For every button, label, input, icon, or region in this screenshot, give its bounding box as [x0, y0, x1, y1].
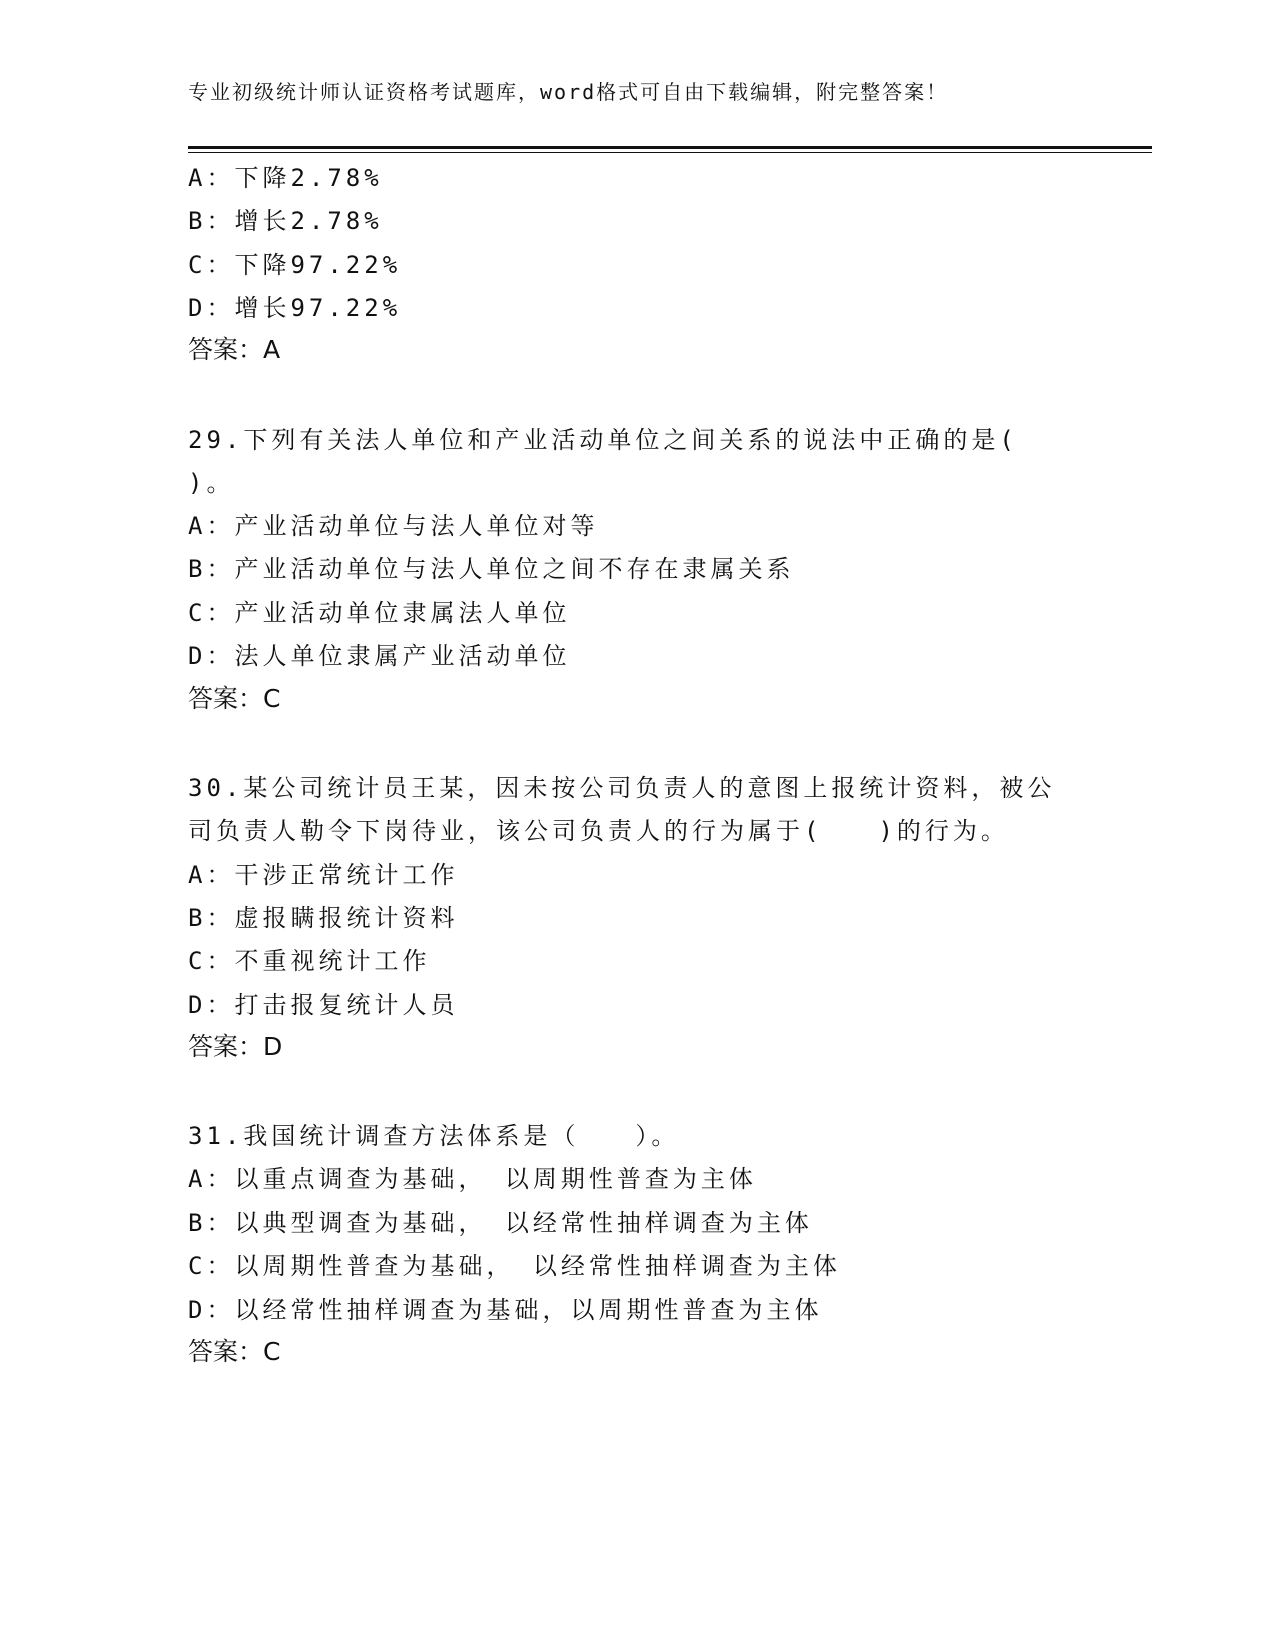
- q30-option-b: B：虚报瞒报统计资料: [188, 904, 459, 932]
- q29-option-a: A：产业活动单位与法人单位对等: [188, 512, 599, 540]
- header-rule-thick: [188, 146, 1152, 149]
- q30-answer: 答案：D: [188, 1032, 283, 1061]
- q30-option-d: D：打击报复统计人员: [188, 991, 459, 1019]
- q30-question-line-1: 30.某公司统计员王某，因未按公司负责人的意图上报统计资料，被公: [188, 774, 1056, 802]
- q28-option-b: B：增长2.78%: [188, 207, 383, 235]
- q31-option-c: C：以周期性普查为基础， 以经常性抽样调查为主体: [188, 1252, 841, 1280]
- q30-question-line-2: 司负责人勒令下岗待业，该公司负责人的行为属于( )的行为。: [188, 817, 1009, 845]
- q31-question-line-1: 31.我国统计调查方法体系是（ ）。: [188, 1122, 680, 1150]
- q31-option-a: A：以重点调查为基础， 以周期性普查为主体: [188, 1165, 757, 1193]
- q31-answer: 答案：C: [188, 1337, 281, 1366]
- q28-option-a: A：下降2.78%: [188, 164, 383, 192]
- q28-answer: 答案：A: [188, 335, 281, 364]
- q28-option-c: C：下降97.22%: [188, 251, 402, 279]
- q29-option-c: C：产业活动单位隶属法人单位: [188, 599, 571, 627]
- header-rule-thin: [188, 152, 1152, 153]
- q30-option-a: A：干涉正常统计工作: [188, 861, 459, 889]
- q31-option-d: D：以经常性抽样调查为基础，以周期性普查为主体: [188, 1296, 823, 1324]
- q29-option-b: B：产业活动单位与法人单位之间不存在隶属关系: [188, 555, 795, 583]
- q29-question-line-2: )。: [188, 469, 235, 497]
- q28-option-d: D：增长97.22%: [188, 294, 402, 322]
- page-header: 专业初级统计师认证资格考试题库，word格式可自由下载编辑，附完整答案！: [188, 80, 949, 104]
- q29-question-line-1: 29.下列有关法人单位和产业活动单位之间关系的说法中正确的是(: [188, 426, 1018, 454]
- q31-option-b: B：以典型调查为基础， 以经常性抽样调查为主体: [188, 1209, 813, 1237]
- q29-answer: 答案：C: [188, 684, 281, 713]
- q29-option-d: D：法人单位隶属产业活动单位: [188, 642, 571, 670]
- q30-option-c: C：不重视统计工作: [188, 947, 431, 975]
